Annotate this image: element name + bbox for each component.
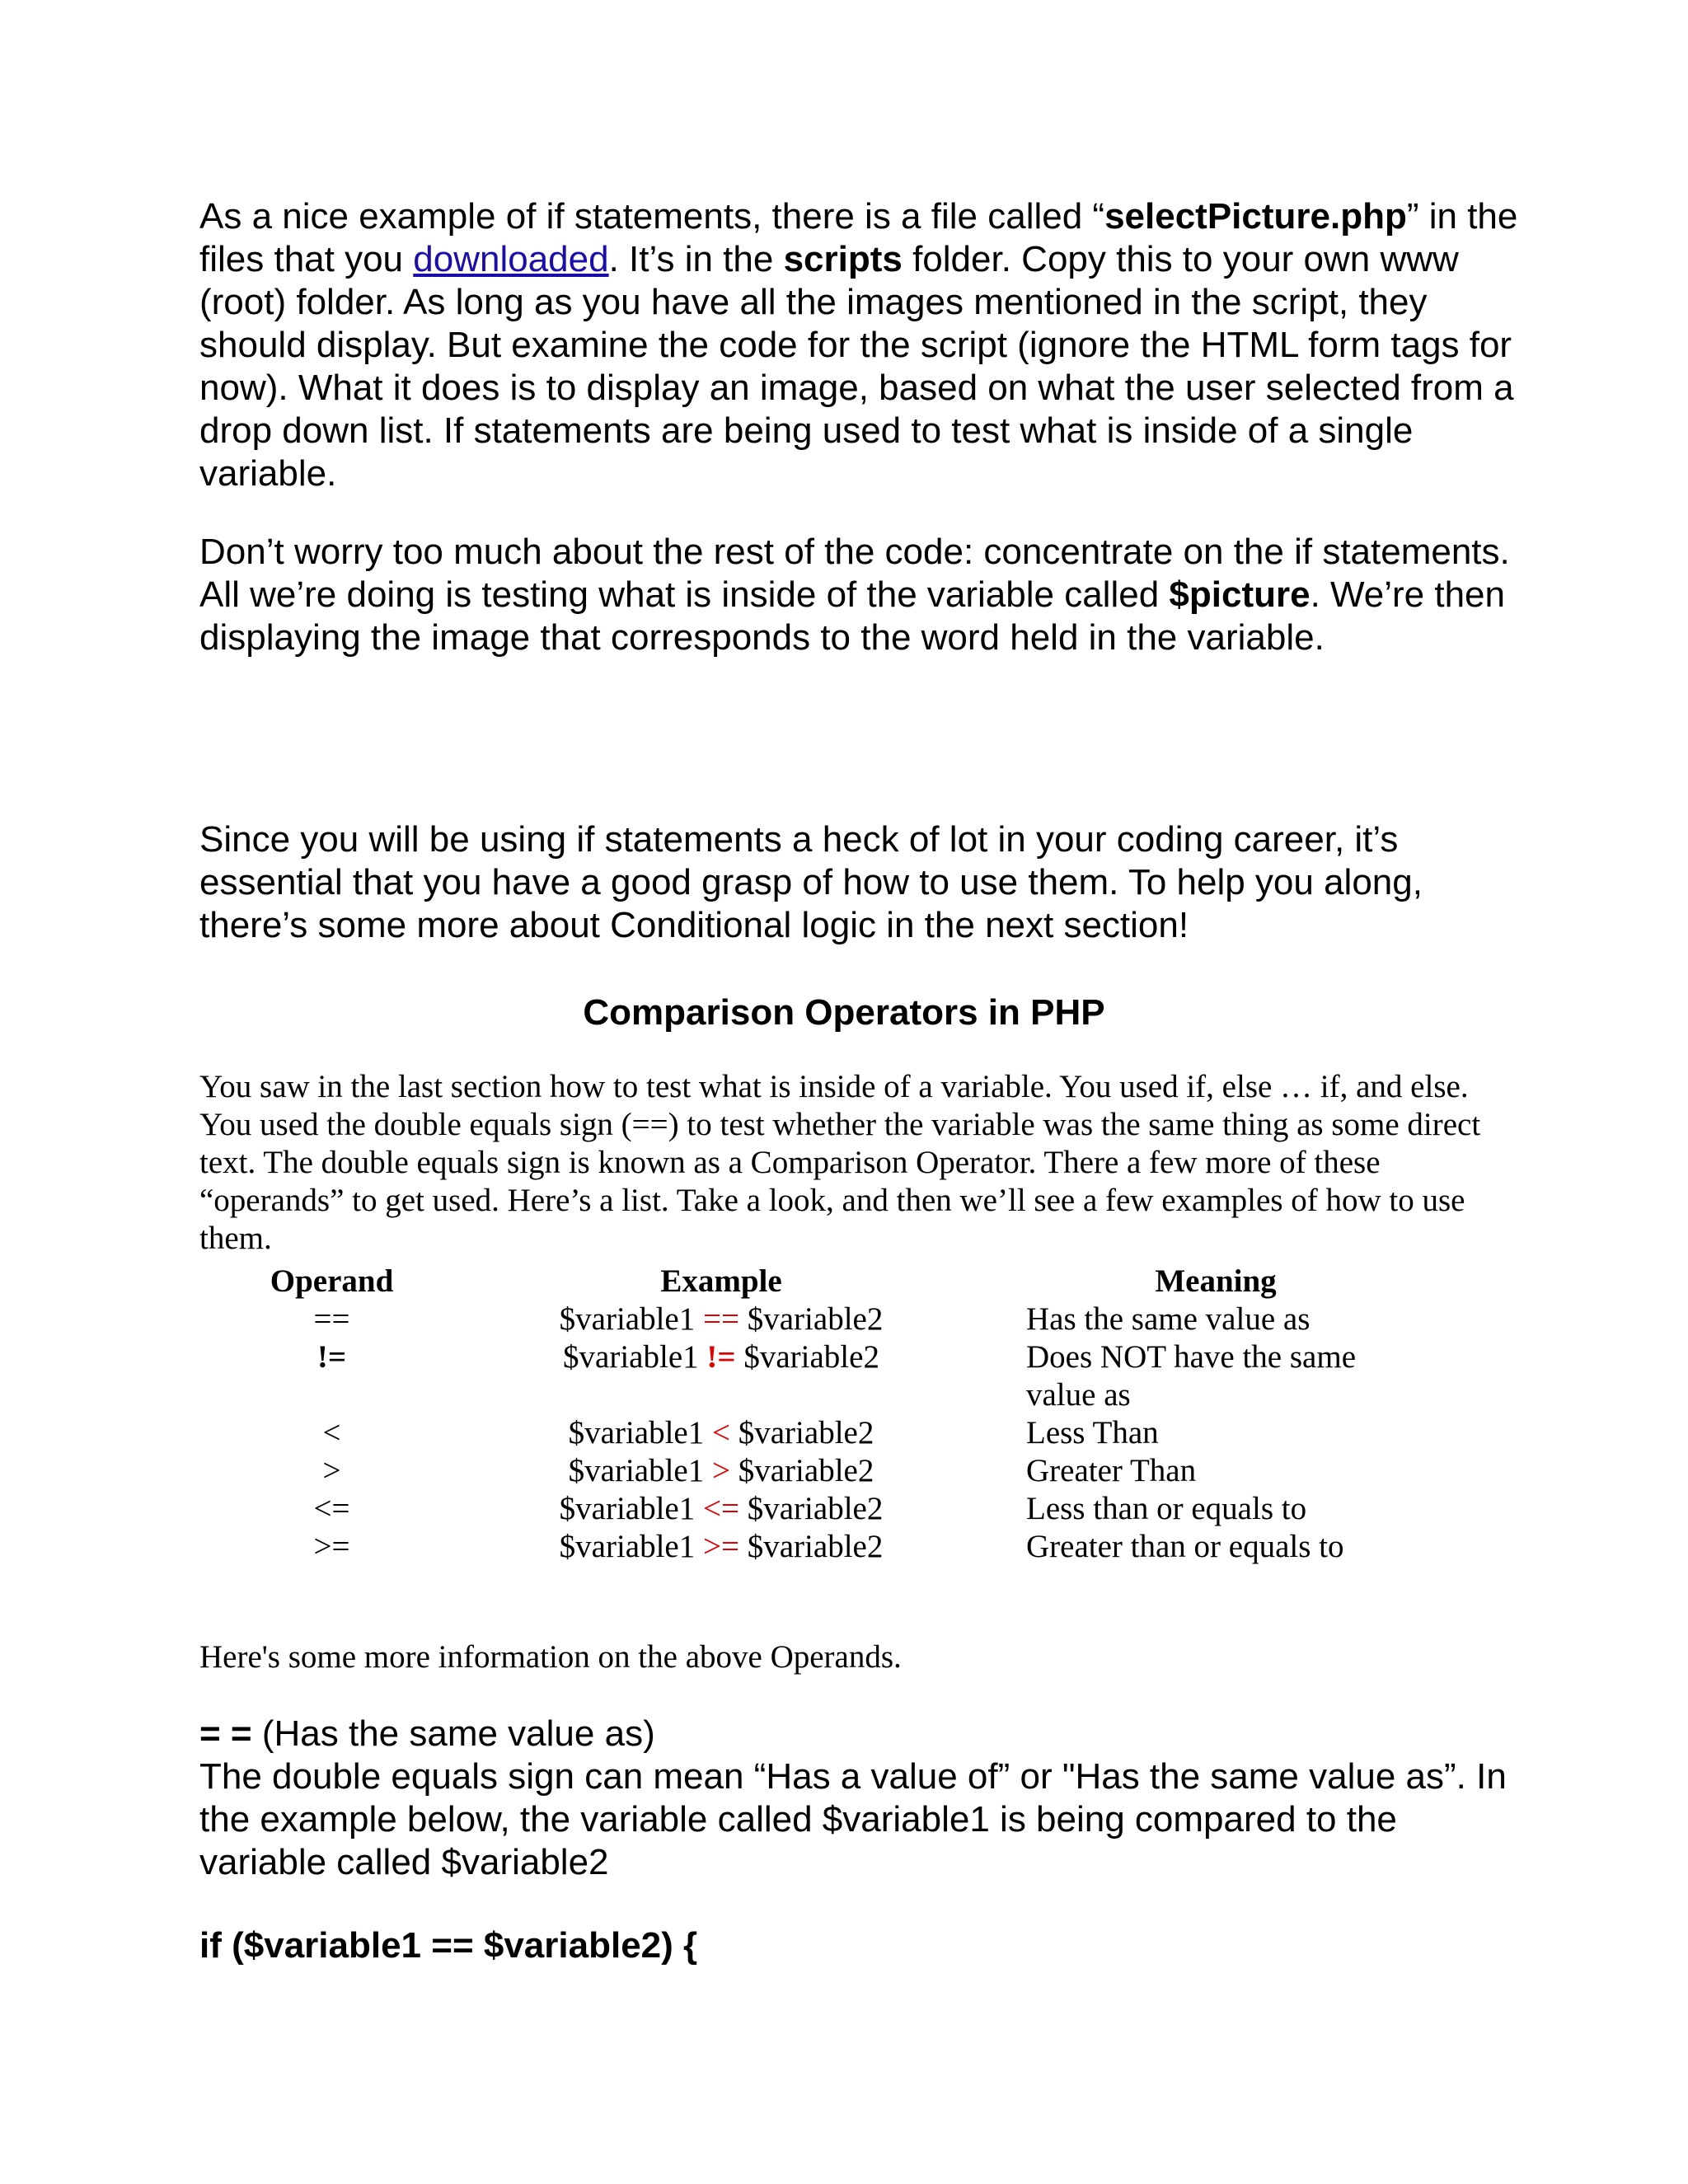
meaning-cell: Does NOT have the same value as xyxy=(1026,1339,1356,1413)
text-span: . We’re then displaying the image that corresponds to the word held in the variable. xyxy=(199,574,1505,658)
meaning-cell: Greater Than xyxy=(1026,1453,1197,1488)
example-right-operand: $variable2 xyxy=(730,1415,874,1451)
operand-cell: >= xyxy=(313,1529,350,1564)
operand-header: Operand xyxy=(270,1263,394,1299)
example-header: Example xyxy=(660,1263,782,1299)
meaning-header: Meaning xyxy=(1155,1263,1277,1299)
example-right-operand: $variable2 xyxy=(730,1453,874,1488)
table-row xyxy=(247,1301,1405,1338)
folder-name-text: scripts xyxy=(783,239,903,279)
example-cell xyxy=(416,1490,944,1528)
table-row xyxy=(247,1452,1405,1490)
intro-paragraph-1 xyxy=(199,195,1518,495)
table-row xyxy=(247,1414,1405,1452)
equals-description: The double equals sign can mean “Has a value of” or "Has the same value as”. In the example below, the variable called $variable1 is being compared to the variable called $variable2 xyxy=(199,1756,1507,1882)
text-span: As a nice example of if statements, there is a file called “ xyxy=(199,196,1105,237)
example-right-operand: $variable2 xyxy=(739,1491,884,1526)
table-row xyxy=(247,1338,1405,1414)
example-left-operand: $variable1 xyxy=(568,1453,712,1488)
example-right-operand: $variable2 xyxy=(739,1529,884,1564)
example-operator: != xyxy=(706,1339,736,1375)
text-span: folder. Copy this to your own www (root) folder. As long as you have all the images mentioned in the script, they should display. But examine the code for the script (ignore the HTML form tags for now). What it does is to display an image, based on what the user selected from a drop down list. If statements are being used to test what is inside of a single variable. xyxy=(199,239,1514,494)
equals-label: (Has the same value as) xyxy=(251,1713,655,1754)
table-header-row xyxy=(247,1263,1405,1301)
equals-section xyxy=(199,1713,1518,1884)
meaning-cell: Greater than or equals to xyxy=(1026,1529,1344,1564)
equals-symbol: = = xyxy=(199,1713,252,1754)
example-operator: < xyxy=(712,1415,730,1451)
example-left-operand: $variable1 xyxy=(559,1529,703,1564)
operators-table-body xyxy=(247,1301,1405,1566)
operand-cell: != xyxy=(316,1339,347,1375)
example-left-operand: $variable1 xyxy=(559,1491,703,1526)
example-operator: == xyxy=(703,1301,739,1337)
meaning-cell: Less Than xyxy=(1026,1415,1159,1451)
more-info-text: Here's some more information on the above Operands. xyxy=(199,1639,902,1675)
example-right-operand: $variable2 xyxy=(739,1301,884,1337)
example-right-operand: $variable2 xyxy=(735,1339,879,1375)
operand-cell: == xyxy=(313,1301,350,1337)
example-operator: >= xyxy=(703,1529,739,1564)
section-heading: Comparison Operators in PHP xyxy=(583,992,1105,1033)
section-intro-paragraph: You saw in the last section how to test what is inside of a variable. You used if, else … if, and else. You used the double equals sign (==) to test whether the variable was the same thing as some direct text. The double equals sign is known as a Comparison Operator. There a few more of these “operands” to get used. Here’s a list. Take a look, and then we’ll see a few examples of how to use them. xyxy=(199,1069,1481,1256)
operators-table xyxy=(247,1263,1405,1566)
code-example: if ($variable1 == $variable2) { xyxy=(199,1925,698,1966)
filename-text: selectPicture.php xyxy=(1104,196,1407,237)
operand-cell: > xyxy=(322,1453,341,1488)
intro-paragraph-2 xyxy=(199,531,1518,659)
table-row xyxy=(247,1528,1405,1566)
example-cell xyxy=(416,1338,944,1414)
text-span: Don’t worry too much about the rest of the code: concentrate on the if statements. All we’re doing is testing what is inside of the variable called xyxy=(199,532,1510,615)
example-cell xyxy=(416,1301,944,1338)
text-span: ” in the files that you xyxy=(199,196,1518,279)
meaning-cell: Has the same value as xyxy=(1026,1301,1311,1337)
example-cell xyxy=(416,1452,944,1490)
intro-paragraph-3: Since you will be using if statements a heck of lot in your coding career, it’s essential that you have a good grasp of how to use them. To help you along, there’s some more about Conditional logic in the next section! xyxy=(199,819,1423,945)
downloaded-link[interactable]: downloaded xyxy=(413,239,609,279)
meaning-cell: Less than or equals to xyxy=(1026,1491,1307,1526)
example-left-operand: $variable1 xyxy=(559,1301,703,1337)
variable-name-text: $picture xyxy=(1169,574,1311,615)
operand-cell: <= xyxy=(313,1491,350,1526)
example-cell xyxy=(416,1414,944,1452)
example-left-operand: $variable1 xyxy=(563,1339,707,1375)
operand-cell: < xyxy=(322,1415,341,1451)
example-operator: <= xyxy=(703,1491,739,1526)
text-span: . It’s in the xyxy=(608,239,784,279)
example-left-operand: $variable1 xyxy=(568,1415,712,1451)
example-cell xyxy=(416,1528,944,1566)
example-operator: > xyxy=(712,1453,730,1488)
table-row xyxy=(247,1490,1405,1528)
